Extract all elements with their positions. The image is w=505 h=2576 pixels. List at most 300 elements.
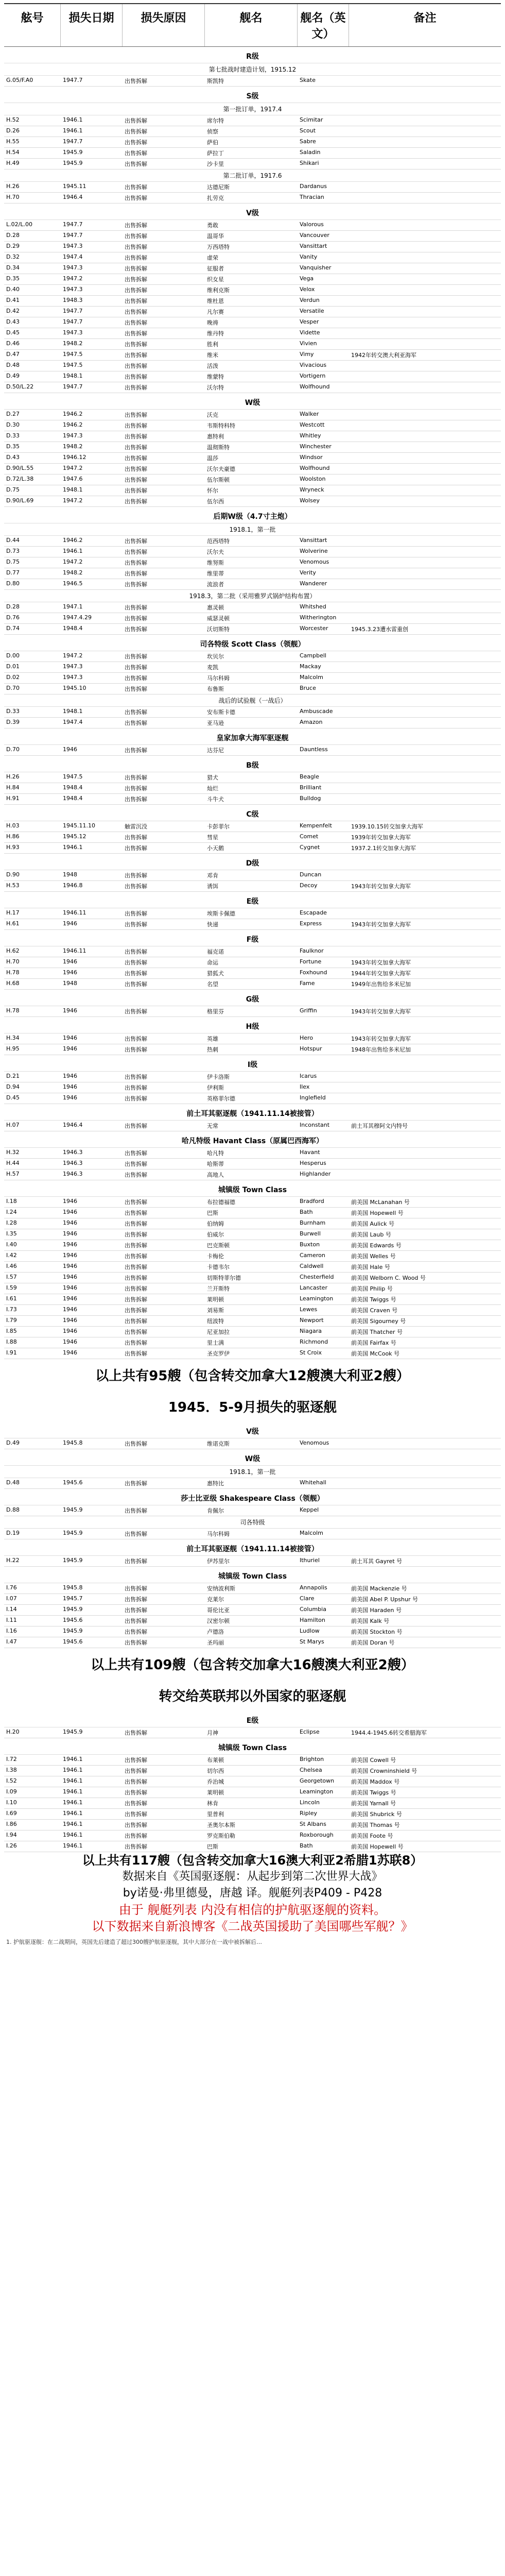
table-cell: Amazon <box>300 719 323 725</box>
table-cell: H.68 <box>6 980 20 987</box>
table-cell: 流浪者 <box>207 581 224 588</box>
table-cell: I.52 <box>6 1777 17 1784</box>
table-cell: 1949年出售给多米尼加 <box>351 981 411 988</box>
table-cell: 达芬尼 <box>207 747 224 754</box>
table-cell: 1947.3 <box>63 264 83 271</box>
table-cell: 前美国 Maddox 号 <box>351 1778 400 1785</box>
table-cell: 1946.1 <box>63 116 83 123</box>
table-cell: 勇敢 <box>207 222 218 229</box>
table-cell: 出售拆解 <box>125 796 147 803</box>
table-cell: 出售拆解 <box>125 244 147 250</box>
table-cell: 1945.9 <box>63 1557 83 1564</box>
table-cell: Bradford <box>300 1198 324 1205</box>
table-cell: 出售拆解 <box>125 444 147 451</box>
table-row <box>4 1348 501 1359</box>
table-cell: 出售拆解 <box>125 1253 147 1260</box>
table-cell: 1946.5 <box>63 580 83 587</box>
table-cell: 出售拆解 <box>125 1585 147 1592</box>
table-cell: 出售拆解 <box>125 1264 147 1270</box>
section-title: 哈凡特级 Havant Class（原属巴西海军） <box>4 1131 501 1148</box>
table-cell: 1945.7 <box>63 1595 83 1602</box>
table-cell: 出售拆解 <box>125 538 147 545</box>
table-cell: 出售拆解 <box>125 128 147 135</box>
table-cell: Whitley <box>300 432 321 439</box>
table-cell: D.74 <box>6 625 20 632</box>
table-cell: 侦察 <box>207 128 218 135</box>
table-cell: Bulldog <box>300 795 321 802</box>
table-cell: D.29 <box>6 243 20 249</box>
table-cell: H.61 <box>6 920 20 927</box>
table-row <box>4 193 501 204</box>
section-title: 城镇级 Town Class <box>4 1180 501 1197</box>
table-cell: St Albans <box>300 1821 326 1827</box>
table-cell: 出售拆解 <box>125 570 147 577</box>
table-row <box>4 1820 501 1831</box>
table-cell: 胜利 <box>207 341 218 348</box>
table-cell: Annapolis <box>300 1584 327 1591</box>
table-cell: 扎劳克 <box>207 195 224 201</box>
table-cell <box>349 274 501 284</box>
table-row <box>4 159 501 170</box>
table-cell: D.30 <box>6 421 20 428</box>
table-cell: 出售拆解 <box>125 664 147 671</box>
table-cell: 出售拆解 <box>125 1074 147 1080</box>
table-cell: 1948.4 <box>63 625 83 632</box>
table-row <box>4 794 501 805</box>
table-row <box>4 1766 501 1776</box>
table-cell: Cameron <box>300 1252 325 1259</box>
table-cell <box>349 662 501 672</box>
table-cell: 出售拆解 <box>125 412 147 418</box>
table-cell: 出售拆解 <box>125 1296 147 1303</box>
table-cell: 1945.6 <box>63 1479 83 1486</box>
table-cell: Burnham <box>300 1219 326 1226</box>
table-cell: H.52 <box>6 116 20 123</box>
table-cell <box>349 328 501 338</box>
table-body-part2 <box>4 1422 501 1648</box>
table-cell: 1943年转交加拿大海军 <box>351 959 411 966</box>
table-cell: Verity <box>300 569 316 576</box>
table-cell: Hotspur <box>300 1045 322 1052</box>
table-cell: Worcester <box>300 625 328 632</box>
table-cell: Vimy <box>300 351 314 358</box>
table-cell: 快递 <box>207 921 218 928</box>
table-cell: H.93 <box>6 844 20 851</box>
table-cell: 出售拆解 <box>125 498 147 505</box>
table-cell: 林肯 <box>207 1800 218 1807</box>
table-cell: Whitshed <box>300 603 326 610</box>
table-cell: D.43 <box>6 318 20 325</box>
table-cell: 前美国 Haraden 号 <box>351 1607 402 1614</box>
table-cell: Niagara <box>300 1328 322 1334</box>
table-cell: 沃尔夫 <box>207 549 224 555</box>
table-cell: 1946 <box>63 1198 77 1205</box>
table-cell: 1946 <box>63 1328 77 1334</box>
table-cell: Walker <box>300 411 319 417</box>
table-cell: 维努斯 <box>207 560 224 566</box>
table-cell: 1948 <box>63 980 77 987</box>
table-row <box>4 1121 501 1131</box>
table-cell <box>349 870 501 880</box>
table-cell: I.88 <box>6 1338 17 1345</box>
source-line-2: by诺曼·弗里德曼，唐越 译。舰艇列表P409 - P428 <box>123 1887 382 1900</box>
table-cell <box>349 1082 501 1093</box>
table-cell: D.77 <box>6 569 20 576</box>
table-cell: D.44 <box>6 537 20 544</box>
table-cell: 出售拆解 <box>125 298 147 304</box>
source-line-1: 数据来自《英国驱逐舰：从起步到第二次世界大战》 <box>122 1870 383 1883</box>
table-row <box>4 1337 501 1348</box>
table-row <box>4 1776 501 1787</box>
table-cell: 1948.4 <box>63 784 83 791</box>
section-title: V级 <box>4 204 501 220</box>
table-cell: 1947.3 <box>63 243 83 249</box>
table-cell: 温哥华 <box>207 233 224 240</box>
table-cell: 伍尔斯顿 <box>207 477 230 483</box>
table-cell: 前美国 Abel P. Upshur 号 <box>351 1596 418 1603</box>
table-cell: 1945.8 <box>63 1439 83 1446</box>
table-cell: 1946 <box>63 1230 77 1237</box>
table-cell: 高地人 <box>207 1172 224 1178</box>
table-cell: 出售拆解 <box>125 921 147 928</box>
table-cell: 1946 <box>63 1007 77 1014</box>
table-cell <box>349 485 501 496</box>
table-cell: D.41 <box>6 297 20 303</box>
table-cell: 彗星 <box>207 834 218 841</box>
table-cell: 1947.2 <box>63 652 83 659</box>
table-cell: Wolfhound <box>300 465 330 471</box>
table-cell: 触雷沉没 <box>125 823 147 830</box>
table-row <box>4 242 501 252</box>
table-cell: 英雄 <box>207 1036 218 1042</box>
table-cell: D.70 <box>6 746 20 753</box>
table-cell: D.21 <box>6 1073 20 1079</box>
table-cell: D.33 <box>6 708 20 715</box>
table-cell: 出售拆解 <box>125 1833 147 1839</box>
table-cell: 1944年转交加拿大海军 <box>351 970 411 977</box>
table-cell <box>349 772 501 783</box>
table-cell <box>349 193 501 203</box>
table-cell: 出售拆解 <box>125 1822 147 1828</box>
table-cell <box>349 684 501 694</box>
table-cell: 出售拆解 <box>125 1161 147 1167</box>
table-cell: 前美国 Philip 号 <box>351 1285 393 1292</box>
table-cell: I.59 <box>6 1284 17 1291</box>
page <box>4 3 501 1946</box>
table-cell: 出售拆解 <box>125 1084 147 1091</box>
table-cell <box>349 651 501 662</box>
table-row <box>4 547 501 557</box>
table-cell: Westcott <box>300 421 325 428</box>
table-cell: I.24 <box>6 1209 17 1215</box>
table-row <box>4 673 501 684</box>
table-cell: D.49 <box>6 372 20 379</box>
table-cell: 沃尔特 <box>207 384 224 391</box>
table-cell: 出售拆解 <box>125 948 147 955</box>
table-cell: H.44 <box>6 1160 20 1166</box>
table-cell: 前美国 Mackenzie 号 <box>351 1585 407 1592</box>
table-cell: 1946 <box>63 1274 77 1280</box>
table-cell: 热刺 <box>207 1046 218 1053</box>
table-cell: 1946.1 <box>63 1832 83 1838</box>
table-cell: I.28 <box>6 1219 17 1226</box>
table-cell: 1946.4 <box>63 194 83 200</box>
table-cell: 卡梅伦 <box>207 1253 224 1260</box>
table-cell <box>349 718 501 728</box>
table-row <box>4 968 501 979</box>
table-cell: 出售拆解 <box>125 1318 147 1325</box>
table-cell: Brilliant <box>300 784 322 791</box>
table-cell: Faulknor <box>300 947 324 954</box>
table-cell <box>349 946 501 957</box>
table-cell: 乔治城 <box>207 1778 224 1785</box>
table-cell: 1942年转交澳大利亚海军 <box>351 352 416 359</box>
table-cell: 出售拆解 <box>125 78 147 84</box>
section-title: S级 <box>4 87 501 103</box>
section-subtitle: 1918.3，第二批（采用雅罗式锅炉结构布置） <box>4 590 501 602</box>
table-row <box>4 568 501 579</box>
table-cell: 出售拆解 <box>125 195 147 201</box>
table-cell: I.94 <box>6 1832 17 1838</box>
table-cell: 沃尔夫豪德 <box>207 466 235 472</box>
table-cell: D.47 <box>6 351 20 358</box>
table-cell: I.11 <box>6 1617 17 1623</box>
table-cell <box>349 339 501 349</box>
table-cell: 前美国 Thatcher 号 <box>351 1329 403 1335</box>
table-cell: D.48 <box>6 1479 20 1486</box>
table-cell: 1943年转交加拿大海军 <box>351 921 411 928</box>
table-cell: D.26 <box>6 127 20 134</box>
table-cell <box>349 242 501 252</box>
total-3: 以上共有117艘（包含转交加拿大16澳大利亚2希腊1苏联8） <box>82 1853 423 1868</box>
table-cell: 1946.12 <box>63 454 86 461</box>
table-row <box>4 1727 501 1738</box>
table-cell: H.07 <box>6 1122 20 1128</box>
table-row <box>4 613 501 624</box>
table-row <box>4 1240 501 1251</box>
table-cell: 莱明顿 <box>207 1296 224 1303</box>
table-cell: 出售拆解 <box>125 1811 147 1818</box>
table-row <box>4 707 501 718</box>
table-cell <box>349 1093 501 1104</box>
table-cell: Comet <box>300 833 319 840</box>
table-cell: 出售拆解 <box>125 1531 147 1537</box>
table-cell: D.33 <box>6 432 20 439</box>
table-cell: 前美国 Crowninshield 号 <box>351 1768 417 1774</box>
table-row <box>4 1438 501 1449</box>
table-cell: H.26 <box>6 773 20 780</box>
table-cell: 出售拆解 <box>125 184 147 191</box>
table-cell: I.61 <box>6 1295 17 1302</box>
table-cell: 1947.7 <box>63 138 83 145</box>
table-cell: I.72 <box>6 1756 17 1762</box>
table-row <box>4 1208 501 1218</box>
table-cell: 里普利 <box>207 1811 224 1818</box>
table-cell: D.35 <box>6 275 20 282</box>
table-cell: 出售拆解 <box>125 150 147 157</box>
table-cell: 织女星 <box>207 276 224 283</box>
table-row <box>4 296 501 307</box>
table-cell: 1945.9 <box>63 1628 83 1634</box>
table-cell: 1946 <box>63 1349 77 1356</box>
table-cell <box>349 182 501 192</box>
table-cell: 前美国 Yarnall 号 <box>351 1800 396 1807</box>
table-row <box>4 557 501 568</box>
table-cell: 诱饵 <box>207 883 218 890</box>
table-cell: 福克诺 <box>207 948 224 955</box>
table-cell: 1947.7 <box>63 308 83 314</box>
table-cell: 1945.3.23遭水雷重创 <box>351 626 408 633</box>
table-cell: St Marys <box>300 1638 324 1645</box>
section-title: 城镇级 Town Class <box>4 1567 501 1583</box>
table-cell: 惠特比 <box>207 1480 224 1487</box>
table-cell: 1946 <box>63 1073 77 1079</box>
table-cell: 出售拆解 <box>125 1596 147 1603</box>
table-row <box>4 957 501 968</box>
section-title: 后期W级（4.7寸主炮） <box>4 507 501 523</box>
table-cell: 1947.7 <box>63 232 83 239</box>
table-cell: 温彻斯特 <box>207 444 230 451</box>
table-cell: 无常 <box>207 1123 218 1129</box>
table-cell: Vanity <box>300 253 318 260</box>
section-title: 皇家加拿大海军驱逐舰 <box>4 728 501 745</box>
table-cell: 布鲁斯 <box>207 686 224 692</box>
table-cell <box>349 442 501 452</box>
table-cell <box>349 496 501 506</box>
section-title: 司各特级 Scott Class（领舰） <box>4 635 501 651</box>
section-title: D级 <box>4 854 501 870</box>
table-cell: 坎贝尔 <box>207 653 224 660</box>
table-row <box>4 1316 501 1327</box>
table-cell: 前美国 Sigourney 号 <box>351 1318 406 1325</box>
table-cell: Brighton <box>300 1756 324 1762</box>
table-cell: 1946.1 <box>63 1810 83 1817</box>
table-cell: 出售拆解 <box>125 1285 147 1292</box>
table-cell: Malcolm <box>300 674 323 681</box>
table-cell: Wolverine <box>300 548 328 554</box>
table-cell: 出售拆解 <box>125 1307 147 1314</box>
table-cell: 凡尔赛 <box>207 309 224 315</box>
table-cell: 1945.9 <box>63 1606 83 1613</box>
table-cell: Vanquisher <box>300 264 332 271</box>
table-cell: 出售拆解 <box>125 1607 147 1614</box>
table-cell <box>349 453 501 463</box>
table-cell: 1946 <box>63 1035 77 1041</box>
table-cell: 前美国 Stockton 号 <box>351 1629 403 1635</box>
table-cell: 出售拆解 <box>125 675 147 682</box>
table-cell: Scout <box>300 127 316 134</box>
table-cell: 1946 <box>63 1338 77 1345</box>
table-cell: 出售拆解 <box>125 1507 147 1514</box>
table-cell: 1946 <box>63 1306 77 1313</box>
table-cell: H.78 <box>6 1007 20 1014</box>
table-cell: H.32 <box>6 1149 20 1156</box>
table-cell: Scimitar <box>300 116 323 123</box>
table-row <box>4 881 501 892</box>
table-cell: 1946 <box>63 1263 77 1269</box>
table-cell: 1948.1 <box>63 372 83 379</box>
part3-title: 转交给英联邦以外国家的驱逐舰 <box>159 1689 346 1704</box>
table-cell: 1946 <box>63 958 77 965</box>
table-cell: 1946 <box>63 1219 77 1226</box>
table-cell: 伊卡洛斯 <box>207 1074 230 1080</box>
table-cell: Ithuriel <box>300 1557 320 1564</box>
table-cell: 1948 <box>63 871 77 878</box>
table-cell: 卡德韦尔 <box>207 1264 230 1270</box>
header-cell: 损失原因 <box>123 4 205 46</box>
table-cell: H.95 <box>6 1045 20 1052</box>
table-cell: D.40 <box>6 286 20 293</box>
table-cell: 灿烂 <box>207 785 218 792</box>
table-cell: Dauntless <box>300 746 328 753</box>
table-cell: 1944.4-1945.6转交希腊海军 <box>351 1730 427 1736</box>
table-cell: 1945.10 <box>63 685 86 691</box>
table-cell: D.75 <box>6 486 20 493</box>
table-cell <box>349 126 501 137</box>
table-cell: 里士满 <box>207 1340 224 1346</box>
table-cell: 1947.3 <box>63 432 83 439</box>
table-cell: 出售拆解 <box>125 785 147 792</box>
table-row <box>4 832 501 843</box>
table-row <box>4 328 501 339</box>
section-title: R级 <box>4 47 501 63</box>
section-subtitle: 第二批订单，1917.6 <box>4 170 501 182</box>
table-cell: 前美国 Twiggs 号 <box>351 1296 396 1303</box>
table-cell: 1947.4 <box>63 253 83 260</box>
table-cell: 出售拆解 <box>125 834 147 841</box>
table-cell: Vivien <box>300 340 317 347</box>
table-row <box>4 1841 501 1852</box>
table-row <box>4 1093 501 1104</box>
table-cell: 出售拆解 <box>125 276 147 283</box>
table-cell: Thracian <box>300 194 324 200</box>
table-cell: 布莱顿 <box>207 1757 224 1764</box>
table-cell: I.57 <box>6 1274 17 1280</box>
table-cell <box>349 220 501 230</box>
table-cell: 1948.2 <box>63 443 83 450</box>
table-cell: H.86 <box>6 833 20 840</box>
table-cell: 维米 <box>207 352 218 359</box>
table-cell: 活泼 <box>207 363 218 369</box>
table-cell: 1946.2 <box>63 411 83 417</box>
table-cell: 出售拆解 <box>125 1329 147 1335</box>
header-cell: 舰名 <box>205 4 298 46</box>
table-cell: 1943年转交加拿大海军 <box>351 883 411 890</box>
table-cell: 1946.1 <box>63 1799 83 1806</box>
table-cell: 出售拆解 <box>125 319 147 326</box>
table-cell: Leamington <box>300 1295 334 1302</box>
table-cell: Vortigern <box>300 372 326 379</box>
table-cell: I.91 <box>6 1349 17 1356</box>
table-cell: 1947.1 <box>63 603 83 610</box>
table-cell <box>349 557 501 568</box>
table-cell: 出售拆解 <box>125 1008 147 1015</box>
table-cell: 出售拆解 <box>125 686 147 692</box>
table-cell: 布拉德福德 <box>207 1199 235 1206</box>
table-cell: D.90 <box>6 871 20 878</box>
table-row <box>4 350 501 361</box>
table-cell: 1946.3 <box>63 1171 83 1177</box>
table-cell: 切斯特菲尔德 <box>207 1275 241 1281</box>
table-cell: 斯凯特 <box>207 78 224 84</box>
table-row <box>4 908 501 919</box>
table-cell: Woolston <box>300 476 326 482</box>
table-row <box>4 263 501 274</box>
table-row <box>4 274 501 285</box>
table-cell <box>349 137 501 147</box>
table-row <box>4 307 501 317</box>
table-cell: H.55 <box>6 138 20 145</box>
